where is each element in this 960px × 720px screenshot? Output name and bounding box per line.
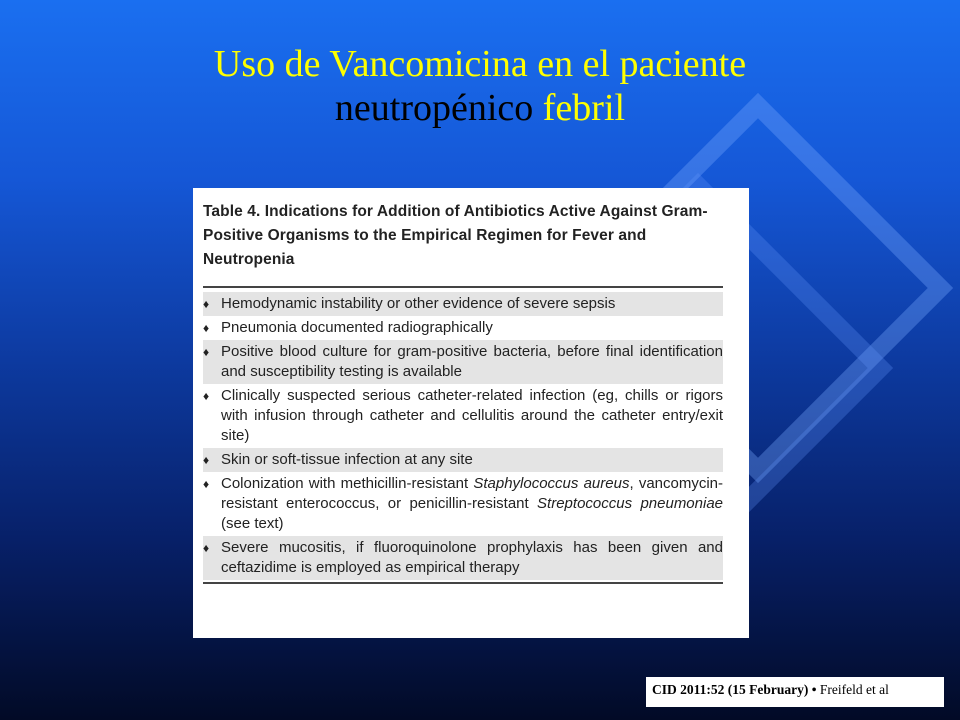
title-line-2: [0, 86, 960, 130]
table-image: [193, 188, 749, 638]
row-text: Clinically suspected serious catheter-related infection (eg, chills or rigors with infusion through catheter and cellulitis around the catheter entry/exit site): [221, 387, 723, 444]
row-text-italic: Streptococcus pneumoniae: [537, 495, 724, 512]
row-text: [221, 474, 723, 534]
row-text-part: Colonization with methicillin-resistant: [221, 475, 474, 492]
table-row: [203, 292, 723, 316]
table-row: [203, 448, 723, 472]
title-line-1: Uso de Vancomicina en el paciente: [213, 43, 747, 85]
bullet-diamond-icon: ♦: [203, 477, 210, 491]
bullet-diamond-icon: ♦: [203, 321, 210, 335]
table-caption: Table 4. Indications for Addition of Antibiotics Active Against Gram-Positive Organisms to the Empirical Regimen for Fever and Neutropenia: [203, 203, 708, 268]
bullet-diamond-icon: ♦: [203, 389, 210, 403]
bullet-diamond-icon: ♦: [203, 541, 210, 555]
bullet-diamond-icon: ♦: [203, 453, 210, 467]
table-row: [203, 316, 723, 340]
table-row: [203, 536, 723, 580]
table-top-rule: [203, 286, 723, 288]
row-text-italic: Staphylococcus aureus: [473, 475, 630, 492]
citation-date: (15 February): [727, 682, 809, 697]
citation-box: [646, 677, 944, 707]
row-text-part: , vancomycin-resistant enterococcus, or penicillin-resistant: [221, 475, 724, 512]
row-text: Positive blood culture for gram-positive bacteria, before final identification and susceptibility testing is available: [221, 343, 723, 380]
table-bottom-rule: [203, 582, 723, 584]
bullet-diamond-icon: ♦: [203, 297, 210, 311]
citation-authors: Freifeld et al: [819, 682, 889, 697]
citation-separator: •: [811, 682, 817, 697]
table-row: [203, 384, 723, 448]
title-word-neutropenico: neutropénico: [334, 87, 534, 129]
table-row: [203, 340, 723, 384]
row-text: Pneumonia documented radiographically: [221, 319, 493, 336]
citation-volume: 2011:52: [680, 682, 725, 697]
table-row: [203, 472, 723, 536]
row-text: Skin or soft-tissue infection at any site: [221, 451, 473, 468]
slide-title: [0, 42, 960, 130]
title-word-febril: febril: [542, 87, 626, 129]
row-text-part: (see text): [221, 515, 284, 532]
bullet-diamond-icon: ♦: [203, 345, 210, 359]
row-text: Hemodynamic instability or other evidence of severe sepsis: [221, 295, 616, 312]
citation-journal: CID: [652, 682, 677, 697]
row-text: Severe mucositis, if fluoroquinolone prophylaxis has been given and ceftazidime is employed as empirical therapy: [221, 539, 723, 576]
